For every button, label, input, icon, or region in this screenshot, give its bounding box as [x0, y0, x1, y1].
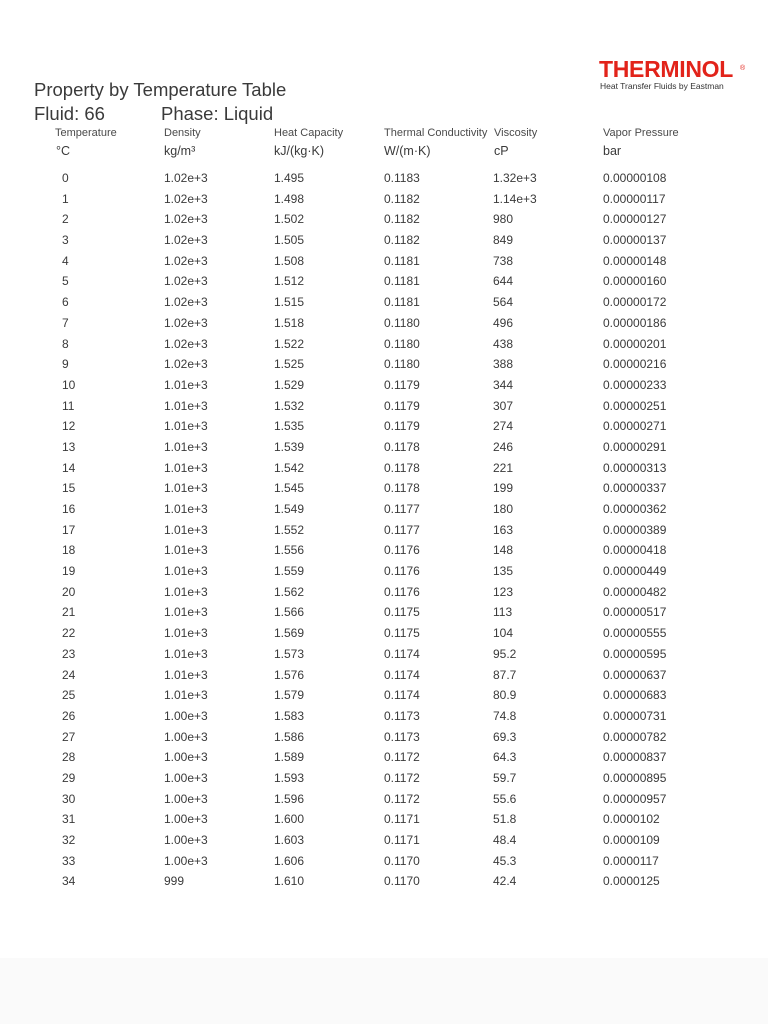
table-row — [0, 623, 768, 644]
cell-heat-capacity: 1.545 — [274, 481, 305, 496]
cell-viscosity: 87.7 — [493, 667, 517, 682]
cell-temperature: 30 — [62, 791, 76, 806]
table-row — [0, 396, 768, 417]
cell-density: 1.02e+3 — [164, 191, 208, 206]
cell-temperature: 25 — [62, 688, 76, 703]
cell-thermal-conductivity: 0.1183 — [384, 171, 420, 185]
cell-density: 1.00e+3 — [164, 791, 208, 806]
cell-viscosity: 344 — [493, 377, 514, 392]
cell-thermal-conductivity: 0.1178 — [384, 481, 420, 496]
cell-vapor-pressure: 0.0000102 — [603, 812, 660, 827]
cell-temperature: 14 — [62, 460, 76, 475]
cell-vapor-pressure: 0.00000251 — [603, 398, 667, 413]
cell-vapor-pressure: 0.00000517 — [603, 605, 667, 620]
cell-vapor-pressure: 0.00000127 — [603, 212, 667, 227]
cell-density: 1.00e+3 — [164, 833, 208, 847]
cell-density: 1.00e+3 — [164, 750, 208, 765]
cell-heat-capacity: 1.596 — [274, 791, 305, 806]
cell-thermal-conductivity: 0.1176 — [384, 564, 420, 579]
cell-vapor-pressure: 0.00000337 — [603, 481, 667, 496]
cell-heat-capacity: 1.522 — [274, 336, 305, 351]
cell-thermal-conductivity: 0.1171 — [384, 833, 420, 847]
fluid-label: Fluid: 66 — [34, 103, 105, 124]
cell-temperature: 31 — [62, 812, 76, 827]
cell-vapor-pressure: 0.0000117 — [603, 853, 659, 868]
cell-viscosity: 48.4 — [493, 833, 517, 847]
cell-temperature: 27 — [62, 729, 76, 744]
cell-viscosity: 51.8 — [493, 812, 517, 827]
cell-thermal-conductivity: 0.1181 — [384, 274, 420, 289]
cell-thermal-conductivity: 0.1170 — [384, 853, 420, 868]
cell-vapor-pressure: 0.00000418 — [603, 543, 667, 558]
table-row — [0, 747, 768, 768]
cell-thermal-conductivity: 0.1173 — [384, 729, 420, 744]
table-row — [0, 789, 768, 810]
cell-temperature: 24 — [62, 667, 76, 682]
cell-vapor-pressure: 0.00000595 — [603, 646, 667, 661]
cell-temperature: 6 — [62, 295, 69, 310]
table-row — [0, 292, 768, 313]
cell-viscosity: 980 — [493, 212, 514, 227]
cell-density: 1.02e+3 — [164, 253, 208, 268]
cell-vapor-pressure: 0.00000172 — [603, 295, 667, 310]
cell-viscosity: 148 — [493, 543, 514, 558]
cell-thermal-conductivity: 0.1178 — [384, 460, 420, 475]
cell-heat-capacity: 1.542 — [274, 460, 305, 475]
cell-vapor-pressure: 0.00000233 — [603, 377, 667, 392]
table-row — [0, 271, 768, 292]
table-row — [0, 561, 768, 582]
cell-thermal-conductivity: 0.1172 — [384, 770, 420, 785]
cell-thermal-conductivity: 0.1182 — [384, 191, 420, 206]
cell-temperature: 29 — [62, 770, 76, 785]
cell-temperature: 16 — [62, 502, 76, 516]
cell-heat-capacity: 1.535 — [274, 419, 305, 434]
table-row — [0, 830, 768, 851]
cell-thermal-conductivity: 0.1177 — [384, 522, 420, 537]
table-row — [0, 230, 768, 251]
header-density: Density — [164, 127, 201, 139]
cell-heat-capacity: 1.589 — [274, 750, 305, 765]
cell-vapor-pressure: 0.00000362 — [603, 502, 667, 516]
table-row — [0, 437, 768, 458]
table-row — [0, 582, 768, 603]
cell-temperature: 26 — [62, 708, 76, 723]
cell-viscosity: 42.4 — [493, 874, 517, 889]
cell-thermal-conductivity: 0.1180 — [384, 336, 420, 351]
cell-viscosity: 80.9 — [493, 688, 517, 703]
cell-heat-capacity: 1.566 — [274, 605, 305, 620]
table-row — [0, 354, 768, 375]
cell-thermal-conductivity: 0.1172 — [384, 750, 420, 765]
cell-vapor-pressure: 0.00000555 — [603, 626, 667, 641]
cell-vapor-pressure: 0.00000201 — [603, 336, 667, 351]
table-row — [0, 313, 768, 334]
cell-heat-capacity: 1.518 — [274, 315, 305, 330]
cell-density: 1.00e+3 — [164, 853, 208, 868]
cell-temperature: 21 — [62, 605, 76, 620]
cell-viscosity: 438 — [493, 336, 514, 351]
cell-vapor-pressure: 0.00000313 — [603, 460, 667, 475]
cell-density: 1.00e+3 — [164, 708, 208, 723]
cell-heat-capacity: 1.502 — [274, 212, 305, 227]
cell-vapor-pressure: 0.00000957 — [603, 791, 667, 806]
cell-viscosity: 123 — [493, 584, 514, 599]
cell-heat-capacity: 1.576 — [274, 667, 305, 682]
cell-temperature: 18 — [62, 543, 76, 558]
cell-vapor-pressure: 0.00000731 — [603, 708, 667, 723]
cell-viscosity: 163 — [493, 522, 514, 537]
cell-density: 1.02e+3 — [164, 336, 208, 351]
cell-heat-capacity: 1.512 — [274, 274, 305, 289]
header-heat-capacity: Heat Capacity — [274, 127, 344, 139]
cell-temperature: 34 — [62, 874, 76, 889]
cell-density: 1.01e+3 — [164, 419, 208, 434]
cell-heat-capacity: 1.562 — [274, 584, 305, 599]
cell-thermal-conductivity: 0.1182 — [384, 233, 420, 248]
cell-thermal-conductivity: 0.1175 — [384, 626, 420, 641]
cell-viscosity: 69.3 — [493, 729, 517, 744]
cell-viscosity: 45.3 — [493, 853, 517, 868]
cell-vapor-pressure: 0.0000109 — [603, 833, 660, 847]
cell-viscosity: 738 — [493, 253, 514, 268]
cell-viscosity: 274 — [493, 419, 514, 434]
cell-viscosity: 246 — [493, 439, 514, 454]
table-row — [0, 851, 768, 872]
header-viscosity: Viscosity — [494, 127, 538, 139]
cell-density: 1.02e+3 — [164, 315, 208, 330]
cell-temperature: 20 — [62, 584, 76, 599]
page-bottom-band — [0, 958, 768, 1024]
cell-heat-capacity: 1.549 — [274, 502, 305, 516]
cell-thermal-conductivity: 0.1176 — [384, 584, 420, 599]
cell-density: 999 — [164, 874, 185, 889]
cell-temperature: 9 — [62, 357, 69, 372]
cell-density: 1.01e+3 — [164, 667, 208, 682]
cell-thermal-conductivity: 0.1180 — [384, 357, 420, 372]
cell-heat-capacity: 1.556 — [274, 543, 305, 558]
table-row — [0, 375, 768, 396]
cell-vapor-pressure: 0.00000482 — [603, 584, 667, 599]
cell-temperature: 15 — [62, 481, 76, 496]
cell-thermal-conductivity: 0.1177 — [384, 502, 420, 516]
cell-density: 1.02e+3 — [164, 274, 208, 289]
cell-temperature: 23 — [62, 646, 76, 661]
cell-viscosity: 221 — [493, 460, 514, 475]
cell-viscosity: 55.6 — [493, 791, 517, 806]
table-row — [0, 602, 768, 623]
cell-density: 1.02e+3 — [164, 233, 208, 248]
cell-viscosity: 95.2 — [493, 646, 517, 661]
registered-mark: ® — [740, 65, 746, 72]
cell-temperature: 19 — [62, 564, 76, 579]
cell-temperature: 4 — [62, 253, 69, 268]
cell-thermal-conductivity: 0.1174 — [384, 688, 420, 703]
cell-temperature: 13 — [62, 439, 76, 454]
cell-density: 1.01e+3 — [164, 543, 208, 558]
logo-wordmark: THERMINOL — [599, 56, 734, 82]
cell-density: 1.01e+3 — [164, 584, 208, 599]
cell-temperature: 11 — [62, 398, 75, 413]
table-row — [0, 416, 768, 437]
cell-heat-capacity: 1.529 — [274, 377, 305, 392]
cell-viscosity: 180 — [493, 502, 514, 516]
cell-heat-capacity: 1.610 — [274, 874, 305, 889]
cell-heat-capacity: 1.603 — [274, 833, 305, 847]
table-row — [0, 706, 768, 727]
table-row — [0, 168, 768, 189]
table-row — [0, 871, 768, 892]
cell-density: 1.01e+3 — [164, 398, 208, 413]
cell-thermal-conductivity: 0.1174 — [384, 646, 420, 661]
cell-thermal-conductivity: 0.1179 — [384, 419, 420, 434]
cell-density: 1.01e+3 — [164, 688, 208, 703]
cell-thermal-conductivity: 0.1171 — [384, 812, 420, 827]
page-title: Property by Temperature Table — [34, 79, 287, 100]
cell-heat-capacity: 1.573 — [274, 646, 305, 661]
table-row — [0, 520, 768, 541]
cell-thermal-conductivity: 0.1181 — [384, 295, 420, 310]
cell-vapor-pressure: 0.00000389 — [603, 522, 667, 537]
cell-viscosity: 104 — [493, 626, 514, 641]
cell-density: 1.01e+3 — [164, 439, 208, 454]
cell-vapor-pressure: 0.0000125 — [603, 874, 660, 889]
cell-thermal-conductivity: 0.1181 — [384, 253, 420, 268]
cell-heat-capacity: 1.600 — [274, 812, 305, 827]
unit-heat-capacity: kJ/(kg·K) — [274, 144, 324, 158]
cell-heat-capacity: 1.583 — [274, 708, 305, 723]
cell-vapor-pressure: 0.00000137 — [603, 233, 667, 248]
unit-thermal-conductivity: W/(m·K) — [384, 144, 431, 158]
cell-density: 1.01e+3 — [164, 522, 208, 537]
cell-heat-capacity: 1.559 — [274, 564, 305, 579]
unit-viscosity: cP — [494, 144, 509, 158]
cell-vapor-pressure: 0.00000895 — [603, 770, 667, 785]
cell-density: 1.02e+3 — [164, 212, 208, 227]
table-row — [0, 809, 768, 830]
cell-viscosity: 1.32e+3 — [493, 171, 537, 185]
table-row — [0, 458, 768, 479]
logo-tagline: Heat Transfer Fluids by Eastman — [600, 81, 724, 91]
cell-temperature: 12 — [62, 419, 76, 434]
cell-density: 1.01e+3 — [164, 502, 208, 516]
cell-vapor-pressure: 0.00000148 — [603, 253, 667, 268]
cell-viscosity: 135 — [493, 564, 514, 579]
cell-thermal-conductivity: 0.1179 — [384, 398, 420, 413]
table-row — [0, 334, 768, 355]
phase-label: Phase: Liquid — [161, 103, 274, 124]
table-row — [0, 478, 768, 499]
header-temperature: Temperature — [55, 127, 117, 139]
cell-thermal-conductivity: 0.1173 — [384, 708, 420, 723]
cell-temperature: 17 — [62, 522, 76, 537]
table-row — [0, 499, 768, 520]
cell-temperature: 32 — [62, 833, 76, 847]
cell-vapor-pressure: 0.00000117 — [603, 191, 666, 206]
cell-viscosity: 59.7 — [493, 770, 517, 785]
table-row — [0, 644, 768, 665]
cell-density: 1.02e+3 — [164, 171, 208, 185]
cell-density: 1.01e+3 — [164, 460, 208, 475]
cell-vapor-pressure: 0.00000186 — [603, 315, 667, 330]
cell-heat-capacity: 1.498 — [274, 191, 305, 206]
cell-density: 1.00e+3 — [164, 729, 208, 744]
unit-temperature: °C — [56, 144, 71, 158]
table-row — [0, 768, 768, 789]
cell-viscosity: 64.3 — [493, 750, 517, 765]
cell-thermal-conductivity: 0.1180 — [384, 315, 420, 330]
cell-heat-capacity: 1.539 — [274, 439, 305, 454]
cell-vapor-pressure: 0.00000837 — [603, 750, 667, 765]
cell-density: 1.01e+3 — [164, 646, 208, 661]
cell-density: 1.01e+3 — [164, 626, 208, 641]
cell-temperature: 8 — [62, 336, 69, 351]
cell-viscosity: 74.8 — [493, 708, 517, 723]
cell-density: 1.01e+3 — [164, 564, 208, 579]
cell-temperature: 28 — [62, 750, 76, 765]
cell-density: 1.02e+3 — [164, 295, 208, 310]
cell-vapor-pressure: 0.00000271 — [603, 419, 667, 434]
cell-temperature: 3 — [62, 233, 69, 248]
cell-vapor-pressure: 0.00000160 — [603, 274, 667, 289]
cell-viscosity: 113 — [493, 605, 513, 620]
header-thermal-conductivity: Thermal Conductivity — [384, 127, 488, 139]
cell-density: 1.00e+3 — [164, 770, 208, 785]
data-table-body — [0, 168, 768, 892]
cell-heat-capacity: 1.532 — [274, 398, 305, 413]
cell-thermal-conductivity: 0.1175 — [384, 605, 420, 620]
table-row — [0, 685, 768, 706]
cell-temperature: 2 — [62, 212, 69, 227]
cell-thermal-conductivity: 0.1182 — [384, 212, 420, 227]
cell-vapor-pressure: 0.00000216 — [603, 357, 667, 372]
table-row — [0, 665, 768, 686]
cell-vapor-pressure: 0.00000782 — [603, 729, 667, 744]
cell-viscosity: 644 — [493, 274, 514, 289]
cell-temperature: 22 — [62, 626, 76, 641]
cell-heat-capacity: 1.569 — [274, 626, 305, 641]
cell-density: 1.01e+3 — [164, 605, 208, 620]
cell-heat-capacity: 1.515 — [274, 295, 305, 310]
cell-heat-capacity: 1.579 — [274, 688, 305, 703]
cell-temperature: 1 — [62, 191, 69, 206]
cell-heat-capacity: 1.593 — [274, 770, 305, 785]
cell-density: 1.01e+3 — [164, 377, 208, 392]
cell-viscosity: 307 — [493, 398, 514, 413]
cell-vapor-pressure: 0.00000108 — [603, 171, 667, 185]
cell-viscosity: 388 — [493, 357, 514, 372]
cell-heat-capacity: 1.508 — [274, 253, 305, 268]
cell-heat-capacity: 1.495 — [274, 171, 305, 185]
cell-viscosity: 199 — [493, 481, 514, 496]
header-vapor-pressure: Vapor Pressure — [603, 127, 679, 139]
therminol-logo — [599, 56, 749, 96]
table-row — [0, 727, 768, 748]
cell-temperature: 0 — [62, 171, 69, 185]
cell-thermal-conductivity: 0.1174 — [384, 667, 420, 682]
cell-density: 1.01e+3 — [164, 481, 208, 496]
unit-vapor-pressure: bar — [603, 144, 622, 158]
cell-temperature: 10 — [62, 377, 76, 392]
cell-temperature: 5 — [62, 274, 69, 289]
cell-vapor-pressure: 0.00000683 — [603, 688, 667, 703]
cell-viscosity: 1.14e+3 — [493, 191, 537, 206]
cell-heat-capacity: 1.552 — [274, 522, 305, 537]
cell-density: 1.02e+3 — [164, 357, 208, 372]
table-row — [0, 251, 768, 272]
table-row — [0, 189, 768, 210]
cell-temperature: 33 — [62, 853, 76, 868]
cell-heat-capacity: 1.586 — [274, 729, 305, 744]
unit-density: kg/m³ — [164, 144, 196, 158]
cell-thermal-conductivity: 0.1178 — [384, 439, 420, 454]
cell-vapor-pressure: 0.00000449 — [603, 564, 667, 579]
cell-temperature: 7 — [62, 315, 69, 330]
cell-density: 1.00e+3 — [164, 812, 208, 827]
cell-thermal-conductivity: 0.1172 — [384, 791, 420, 806]
table-row — [0, 209, 768, 230]
cell-vapor-pressure: 0.00000291 — [603, 439, 667, 454]
cell-thermal-conductivity: 0.1179 — [384, 377, 420, 392]
cell-thermal-conductivity: 0.1170 — [384, 874, 420, 889]
table-row — [0, 540, 768, 561]
cell-viscosity: 564 — [493, 295, 514, 310]
cell-heat-capacity: 1.525 — [274, 357, 305, 372]
cell-vapor-pressure: 0.00000637 — [603, 667, 667, 682]
cell-heat-capacity: 1.505 — [274, 233, 305, 248]
cell-viscosity: 849 — [493, 233, 514, 248]
cell-heat-capacity: 1.606 — [274, 853, 305, 868]
cell-thermal-conductivity: 0.1176 — [384, 543, 420, 558]
cell-viscosity: 496 — [493, 315, 514, 330]
